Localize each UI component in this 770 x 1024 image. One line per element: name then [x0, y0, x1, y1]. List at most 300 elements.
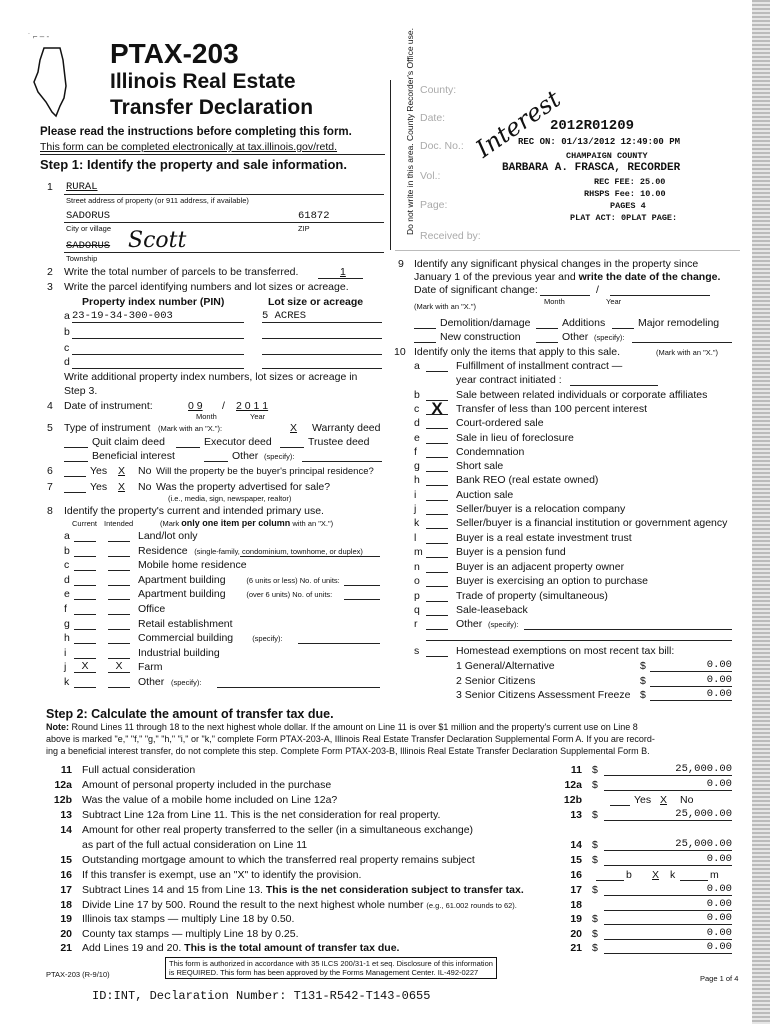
- sale-item-text: Short sale: [456, 460, 504, 472]
- other-sale-hint: (specify):: [488, 620, 519, 629]
- recorder-vertical-note: Do not write in this area. County Recorder's Office use.: [405, 28, 415, 235]
- use-item-intended-mark[interactable]: [108, 618, 130, 630]
- pin-d-line: [72, 368, 244, 369]
- line6-yes-label: Yes: [90, 465, 108, 477]
- zip-value[interactable]: 61872: [298, 210, 330, 222]
- use-item-current-mark[interactable]: [74, 574, 96, 586]
- sale-item-mark[interactable]: [426, 460, 448, 472]
- sale-item-mark[interactable]: [426, 532, 448, 544]
- authorization-box: [165, 957, 497, 979]
- beneficial-blank[interactable]: [64, 450, 88, 462]
- sale-item-mark[interactable]: [426, 432, 448, 444]
- use-item-label: Other: [138, 676, 165, 688]
- line16-k-label: k: [670, 869, 676, 881]
- page-number: Page 1 of 4: [700, 974, 739, 983]
- lot-b-line: [262, 338, 382, 339]
- pin-b-letter: b: [64, 326, 70, 338]
- sale-item-text: Other: [456, 618, 483, 630]
- line7-no-label: No: [138, 481, 152, 493]
- calc-line-ref: 16: [570, 869, 582, 881]
- line7-number: 7: [47, 481, 53, 493]
- use-item-intended-mark[interactable]: [108, 676, 130, 688]
- line7-yes-blank[interactable]: [64, 481, 86, 493]
- pin-a-value[interactable]: 23-19-34-300-003: [72, 310, 173, 322]
- calc-line-text: [82, 839, 307, 851]
- lot-c-line: [262, 354, 382, 355]
- demolition-blank[interactable]: [414, 317, 436, 329]
- calc-line-value[interactable]: 25,000.00: [604, 764, 732, 776]
- exemption-value[interactable]: 0.00: [650, 660, 732, 672]
- warranty-deed-mark[interactable]: X: [290, 422, 298, 434]
- pin-b-line: [72, 338, 244, 339]
- sale-item-text: Seller/buyer is a financial institution or government agency: [456, 517, 728, 529]
- line12b-yes-blank[interactable]: [610, 794, 630, 806]
- pin-a-line: [72, 322, 244, 323]
- use-item-label: Office: [138, 603, 166, 615]
- use-item-intended-mark[interactable]: X: [108, 661, 130, 673]
- calc-line-value[interactable]: 0.00: [604, 928, 732, 940]
- use-item-label: Apartment building: [138, 588, 226, 601]
- sale-item-mark[interactable]: [426, 575, 448, 587]
- calc-line-ref: 17: [570, 884, 582, 896]
- calc-line-ref: 12b: [563, 794, 582, 806]
- year-contract-label: year contract initiated :: [456, 374, 562, 386]
- sale-item-mark[interactable]: [426, 489, 448, 501]
- use-item-letter: c: [64, 559, 70, 572]
- pin-d-letter: d: [64, 356, 70, 368]
- calc-line-number: 16: [60, 869, 72, 881]
- sale-item-mark[interactable]: [426, 474, 448, 486]
- calc-line-ref: 12a: [564, 779, 582, 791]
- use-item-specify-field[interactable]: [240, 545, 380, 557]
- calc-dollar-sign: $: [592, 854, 598, 866]
- sale-item-mark[interactable]: [426, 517, 448, 529]
- calc-line-value[interactable]: 25,000.00: [604, 839, 732, 851]
- use-item-current-mark[interactable]: [74, 588, 96, 600]
- parcel-count-line: [318, 278, 363, 279]
- sale-item-mark[interactable]: [426, 360, 448, 372]
- line5-hint: (Mark with an "X."):: [158, 424, 223, 433]
- township-handwritten[interactable]: Scott: [128, 228, 187, 253]
- city-label: City or village: [66, 224, 112, 233]
- stamp-rec-fee: REC FEE: 25.00: [594, 177, 666, 187]
- sale-item-text: Fulfillment of installment contract —: [456, 360, 623, 372]
- city-line: [64, 222, 384, 223]
- calc-line-text-bold: This is the total amount of transfer tax due.: [184, 942, 400, 954]
- calc-line-ref: 20: [570, 928, 582, 940]
- calc-line-number: 12b: [53, 794, 72, 806]
- calc-dollar-sign: $: [592, 779, 598, 791]
- recorder-box-bottom: [395, 250, 740, 251]
- calc-line-value[interactable]: 0.00: [604, 854, 732, 866]
- use-item-intended-mark[interactable]: [108, 545, 130, 557]
- line12b-no-mark[interactable]: X: [660, 794, 668, 806]
- use-item-label: Apartment building: [138, 573, 226, 586]
- use-item-letter: j: [64, 661, 67, 674]
- line6-no-mark[interactable]: X: [118, 465, 126, 477]
- other-change-field[interactable]: [632, 331, 732, 343]
- line3-number: 3: [47, 281, 53, 293]
- calc-line-value[interactable]: 25,000.00: [604, 809, 732, 821]
- sale-item-text: Condemnation: [456, 446, 525, 458]
- township-label: Township: [66, 254, 98, 263]
- authorization-line2: is REQUIRED. This form has been approved by the Forms Management Center. IL-492-0227: [169, 968, 479, 977]
- sale-item-letter: l: [414, 532, 417, 544]
- use-item-letter: k: [64, 676, 70, 688]
- use-item-label: Land/lot only: [138, 530, 198, 542]
- use-item-hint: (6 units or less) No. of units:: [246, 575, 340, 585]
- use-item-hint: (single-family, condominium, townhome, or duplex): [194, 546, 363, 556]
- line2-text: Write the total number of parcels to be transferred.: [64, 266, 299, 278]
- calc-line-value[interactable]: 0.00: [604, 779, 732, 791]
- exemption-value[interactable]: 0.00: [650, 689, 732, 701]
- sale-item-mark[interactable]: [426, 604, 448, 616]
- calc-dollar-sign: $: [592, 928, 598, 940]
- street-address-line: [64, 194, 384, 195]
- use-item-hint: (specify):: [171, 678, 202, 687]
- sale-item-text: Buyer is a pension fund: [456, 546, 566, 558]
- instrument-year-label: Year: [250, 412, 266, 421]
- calc-line-text-bold: This is the net consideration subject to transfer tax.: [265, 884, 524, 896]
- use-item-units-field[interactable]: [344, 588, 380, 600]
- calc-line-text-main: Add Lines 19 and 20.: [82, 942, 185, 954]
- lot-d-line: [262, 368, 382, 369]
- line6-no-label: No: [138, 465, 152, 477]
- header-divider: [40, 154, 385, 155]
- line9-text-3: Date of significant change:: [414, 284, 538, 296]
- calc-line-text-main: Was the value of a mobile home included on Line 12a?: [82, 794, 338, 806]
- sale-item-letter: e: [414, 432, 420, 444]
- street-address-value[interactable]: RURAL: [66, 181, 98, 193]
- form-code: PTAX-203: [110, 38, 239, 69]
- sale-item-mark[interactable]: [426, 546, 448, 558]
- exemption-value[interactable]: 0.00: [650, 675, 732, 687]
- use-item-hint: (specify):: [252, 634, 283, 644]
- sale-item-mark[interactable]: [426, 503, 448, 515]
- executor-blank[interactable]: [176, 436, 200, 448]
- change-month-label: Month: [544, 297, 565, 306]
- pin-a-letter: a: [64, 310, 70, 322]
- declaration-number: ID:INT, Declaration Number: T131-R542-T143-0655: [92, 989, 431, 1003]
- sale-item-letter: n: [414, 561, 420, 573]
- exemption-label: 3 Senior Citizens Assessment Freeze: [456, 689, 631, 701]
- sale-item-letter: b: [414, 389, 420, 401]
- line8-hint: (Mark only one item per column with an "X."): [160, 518, 334, 528]
- use-item-letter: h: [64, 632, 70, 645]
- sale-item-letter: c: [414, 403, 420, 415]
- change-date-separator: /: [596, 284, 599, 296]
- sale-item-letter: h: [414, 474, 420, 486]
- step2-note-line3: ing a beneficial interest transfer, do not complete this step. Complete Form PTAX-203-B, Illinois Real Estate Transfer Declaration Supplemental Form B.: [46, 746, 650, 756]
- sale-item-letter: o: [414, 575, 420, 587]
- use-item-current-mark[interactable]: [74, 603, 96, 615]
- current-column-label: Current: [72, 519, 98, 528]
- line6-text: Will the property be the buyer's principal residence?: [156, 466, 374, 477]
- calc-line-ref: 11: [570, 764, 582, 776]
- instrument-year-value[interactable]: 2 0 1 1: [236, 400, 269, 412]
- other-change-blank[interactable]: [536, 331, 558, 343]
- handwritten-interest: Interest: [470, 84, 566, 164]
- line7-hint: (i.e., media, sign, newspaper, realtor): [168, 494, 292, 503]
- calc-line-text-main: If this transfer is exempt, use an "X" to identify the provision.: [82, 869, 362, 881]
- instrument-month-value[interactable]: 0 9: [188, 400, 203, 412]
- use-item-current-mark[interactable]: [74, 632, 96, 644]
- electronic-note: This form can be completed electronically at tax.illinois.gov/retd.: [40, 141, 338, 153]
- sale-item-text: Sale between related individuals or corporate affiliates: [456, 389, 708, 401]
- calc-line-number: 19: [60, 913, 72, 925]
- use-item-intended-mark[interactable]: [108, 530, 130, 542]
- calc-line-text: [82, 899, 517, 911]
- use-item-current-mark[interactable]: [74, 545, 96, 557]
- trustee-label: Trustee deed: [308, 436, 370, 448]
- line2-number: 2: [47, 266, 53, 278]
- calc-line-ref: 13: [570, 809, 582, 821]
- use-item-current-mark[interactable]: [74, 647, 96, 659]
- form-id: PTAX-203 (R-9/10): [46, 970, 110, 979]
- other-change-hint: (specify):: [594, 333, 625, 342]
- sale-item-letter: r: [414, 618, 418, 630]
- calc-line-text-main: as part of the full actual consideration on Line 11: [82, 839, 308, 851]
- lot-a-value[interactable]: 5 ACRES: [262, 310, 307, 322]
- street-address-label: Street address of property (or 911 address, if available): [66, 196, 249, 205]
- sale-item-text: Bank REO (real estate owned): [456, 474, 599, 486]
- form-title-line2: Transfer Declaration: [110, 96, 314, 119]
- other-instrument-blank[interactable]: [204, 450, 228, 462]
- line7-text: Was the property advertised for sale?: [156, 481, 331, 493]
- calc-line-text: [82, 779, 331, 791]
- major-remodel-blank[interactable]: [612, 317, 634, 329]
- calc-line-number: 18: [60, 899, 72, 911]
- calc-line-text: [82, 942, 399, 954]
- change-year-field[interactable]: [610, 284, 710, 296]
- other-instrument-field[interactable]: [302, 450, 382, 462]
- use-item-letter: g: [64, 617, 70, 630]
- sale-item-mark[interactable]: X: [426, 403, 448, 415]
- use-item-letter: a: [64, 530, 70, 542]
- line9-mark-hint: (Mark with an "X."): [414, 302, 477, 311]
- use-item-specify-field[interactable]: [217, 676, 380, 688]
- line16-b-label: b: [626, 869, 632, 881]
- instrument-date-separator: /: [222, 400, 225, 412]
- use-item-intended-mark[interactable]: [108, 632, 130, 644]
- calc-line-value[interactable]: 0.00: [604, 913, 732, 925]
- sale-item-text: Court-ordered sale: [456, 417, 544, 429]
- calc-line-text-main: Divide Line 17 by 500. Round the result to the next highest whole number: [82, 899, 427, 911]
- calc-line-number: 14: [60, 824, 72, 836]
- calc-dollar-sign: $: [592, 884, 598, 896]
- calc-line-text: [82, 764, 195, 776]
- calc-line-text-main: Subtract Lines 14 and 15 from Line 13.: [82, 884, 266, 896]
- stamp-recorder: BARBARA A. FRASCA, RECORDER: [502, 162, 681, 174]
- line5-text: Type of instrument: [64, 422, 151, 434]
- township-struck-value: SADORUS: [66, 240, 111, 252]
- doc-no-label: Doc. No.:: [420, 140, 464, 152]
- use-item-label: Mobile home residence: [138, 559, 247, 572]
- new-construction-label: New construction: [440, 331, 521, 343]
- lot-a-line: [262, 322, 382, 323]
- change-month-field[interactable]: [540, 284, 590, 296]
- line4-number: 4: [47, 400, 53, 412]
- sale-item-text: Transfer of less than 100 percent interest: [456, 403, 648, 415]
- vol-label: Vol.:: [420, 170, 441, 182]
- calc-line-text-main: Illinois tax stamps — multiply Line 18 by 0.50.: [82, 913, 295, 925]
- zip-label: ZIP: [298, 224, 310, 233]
- additions-blank[interactable]: [536, 317, 558, 329]
- use-item-current-mark[interactable]: [74, 530, 96, 542]
- recorder-box-left-border: [390, 80, 391, 250]
- sale-item-letter: g: [414, 460, 420, 472]
- line7-no-mark[interactable]: X: [118, 481, 126, 493]
- use-item-label: Industrial building: [138, 646, 220, 659]
- trustee-blank[interactable]: [280, 436, 304, 448]
- use-item-label: Commercial building: [138, 632, 234, 645]
- sale-item-letter: k: [414, 517, 420, 529]
- pin-column-header: Property index number (PIN): [82, 296, 225, 308]
- change-year-label: Year: [606, 297, 622, 306]
- exemption-label: 1 General/Alternative: [456, 660, 555, 672]
- line16-k-mark[interactable]: X: [652, 869, 660, 881]
- use-item-intended-mark[interactable]: [108, 574, 130, 586]
- line6-yes-blank[interactable]: [64, 465, 86, 477]
- parcel-count-value[interactable]: 1: [340, 266, 346, 278]
- calc-line-number: 17: [60, 884, 72, 896]
- line9-text-1: Identify any significant physical changes in the property since: [414, 258, 699, 270]
- exemption-label: 2 Senior Citizens: [456, 674, 536, 687]
- calc-line-number: 15: [60, 854, 72, 866]
- homestead-blank[interactable]: [426, 645, 448, 657]
- calc-line-text-main: Amount for other real property transferred to the seller (in a simultaneous exchange): [82, 824, 474, 836]
- form-title-line1: Illinois Real Estate: [110, 70, 296, 93]
- stamp-pages: PAGES 4: [610, 201, 646, 211]
- line8-text: Identify the property's current and intended primary use.: [64, 505, 324, 517]
- use-item-label: Farm: [138, 661, 163, 674]
- stamp-county: CHAMPAIGN COUNTY: [566, 151, 648, 161]
- sale-item-mark[interactable]: [426, 561, 448, 573]
- sale-item-letter: a: [414, 360, 420, 372]
- other-change-label: Other: [562, 331, 589, 343]
- calc-line-text-main: County tax stamps — multiply Line 18 by 0.25.: [82, 928, 299, 940]
- city-value[interactable]: SADORUS: [66, 210, 111, 222]
- line1-number: 1: [47, 181, 53, 193]
- calc-line-number: 21: [60, 942, 72, 954]
- calc-line-ref: 15: [570, 854, 582, 866]
- sale-item-letter: i: [414, 489, 417, 501]
- use-item-letter: f: [64, 603, 67, 615]
- calc-line-number: 20: [60, 928, 72, 940]
- sale-item-letter: m: [414, 546, 423, 558]
- calc-dollar-sign: $: [592, 913, 598, 925]
- additions-label: Additions: [562, 317, 606, 329]
- exemption-dollar-sign: $: [640, 674, 646, 687]
- use-item-letter: b: [64, 544, 70, 557]
- sale-item-mark[interactable]: [426, 417, 448, 429]
- sale-item-mark[interactable]: [426, 618, 448, 630]
- calc-dollar-sign: $: [592, 942, 598, 954]
- scan-edge-strip: [752, 0, 770, 1024]
- use-item-intended-mark[interactable]: [108, 559, 130, 571]
- pin-c-letter: c: [64, 342, 70, 354]
- calc-line-hint: (e.g., 61.002 rounds to 62).: [426, 901, 517, 910]
- step2-note-line1: Note: Round Lines 11 through 18 to the next highest whole dollar. If the amount on Line 11 is over $1 million and the property's current use on Line 8: [46, 722, 638, 732]
- sale-item-text: Buyer is a real estate investment trust: [456, 532, 632, 544]
- calc-line-number: 11: [60, 764, 72, 776]
- calc-line-value[interactable]: 0.00: [604, 942, 732, 954]
- other-sale-field[interactable]: [524, 618, 732, 630]
- sale-item-text: Sale in lieu of foreclosure: [456, 432, 574, 444]
- use-item-letter: i: [64, 646, 67, 659]
- calc-line-value[interactable]: 0.00: [604, 884, 732, 896]
- use-item-current-mark[interactable]: [74, 559, 96, 571]
- line16-m-label: m: [710, 869, 719, 881]
- calc-line-ref: 19: [570, 913, 582, 925]
- line10-text: Identify only the items that apply to this sale.: [414, 346, 621, 358]
- sale-item-letter: j: [414, 503, 417, 515]
- calc-line-ref: 21: [570, 942, 582, 954]
- intended-column-label: Intended: [104, 519, 134, 528]
- exemption-dollar-sign: $: [640, 689, 646, 701]
- sale-item-mark[interactable]: [426, 446, 448, 458]
- line5-number: 5: [47, 422, 53, 434]
- calc-line-text: [82, 928, 299, 940]
- quit-claim-blank[interactable]: [64, 436, 88, 448]
- line16-b-blank[interactable]: [596, 869, 624, 881]
- date-label: Date:: [420, 112, 446, 124]
- use-item-specify-field[interactable]: [298, 632, 380, 644]
- line3-text: Write the parcel identifying numbers and lot sizes or acreage.: [64, 281, 349, 293]
- other-instrument-hint: (specify):: [264, 452, 295, 461]
- step1-heading: Step 1: Identify the property and sale information.: [40, 157, 347, 172]
- calc-line-text-main: Full actual consideration: [82, 764, 196, 776]
- scan-marks: ˙ ⌐ – -: [28, 32, 50, 41]
- use-item-label: Residence: [138, 544, 188, 557]
- sale-item-mark[interactable]: [426, 590, 448, 602]
- calc-line-text: [82, 869, 361, 881]
- use-item-units-field[interactable]: [344, 574, 380, 586]
- use-item-intended-mark[interactable]: [108, 588, 130, 600]
- calc-line-number: 13: [60, 809, 72, 821]
- calc-line-ref: 14: [570, 839, 582, 851]
- calc-line-value[interactable]: 0.00: [604, 899, 732, 911]
- additional-pin-note-1: Write additional property index numbers, lot sizes or acreage in: [64, 371, 358, 383]
- sale-item-letter: p: [414, 590, 420, 602]
- calc-line-text-main: Outstanding mortgage amount to which the transferred real property remains subject: [82, 854, 475, 866]
- use-item-hint: (over 6 units) No. of units:: [246, 590, 333, 600]
- new-construction-blank[interactable]: [414, 331, 436, 343]
- calc-line-ref: 18: [570, 899, 582, 911]
- received-by-label: Received by:: [420, 230, 481, 242]
- use-item-letter: e: [64, 588, 70, 601]
- calc-line-text: [82, 913, 294, 925]
- instructions-note: Please read the instructions before completing this form.: [40, 126, 352, 138]
- use-item-intended-mark[interactable]: [108, 647, 130, 659]
- additional-pin-note-2: Step 3.: [64, 385, 98, 397]
- use-item-current-mark[interactable]: X: [74, 661, 96, 673]
- sale-item-text: Sale-leaseback: [456, 604, 528, 616]
- demolition-label: Demolition/damage: [440, 317, 531, 329]
- sale-item-text: Seller/buyer is a relocation company: [456, 503, 626, 515]
- use-item-current-mark[interactable]: [74, 676, 96, 688]
- line16-m-blank[interactable]: [680, 869, 708, 881]
- illinois-state-outline-icon: [30, 46, 74, 125]
- year-contract-field[interactable]: [570, 374, 658, 386]
- calc-dollar-sign: $: [592, 839, 598, 851]
- use-item-current-mark[interactable]: [74, 618, 96, 630]
- calc-line-text-main: Subtract Line 12a from Line 11. This is the net consideration for real property.: [82, 809, 441, 821]
- step2-note-line2: above is marked "e," "f," "g," "h," "i," or "k," complete Form PTAX-203-A, Illinois Real Estate Transfer Declaration Supplemental Form A. If you are record-: [46, 734, 655, 744]
- use-item-intended-mark[interactable]: [108, 603, 130, 615]
- exemption-dollar-sign: $: [640, 660, 646, 672]
- county-label: County:: [420, 84, 457, 96]
